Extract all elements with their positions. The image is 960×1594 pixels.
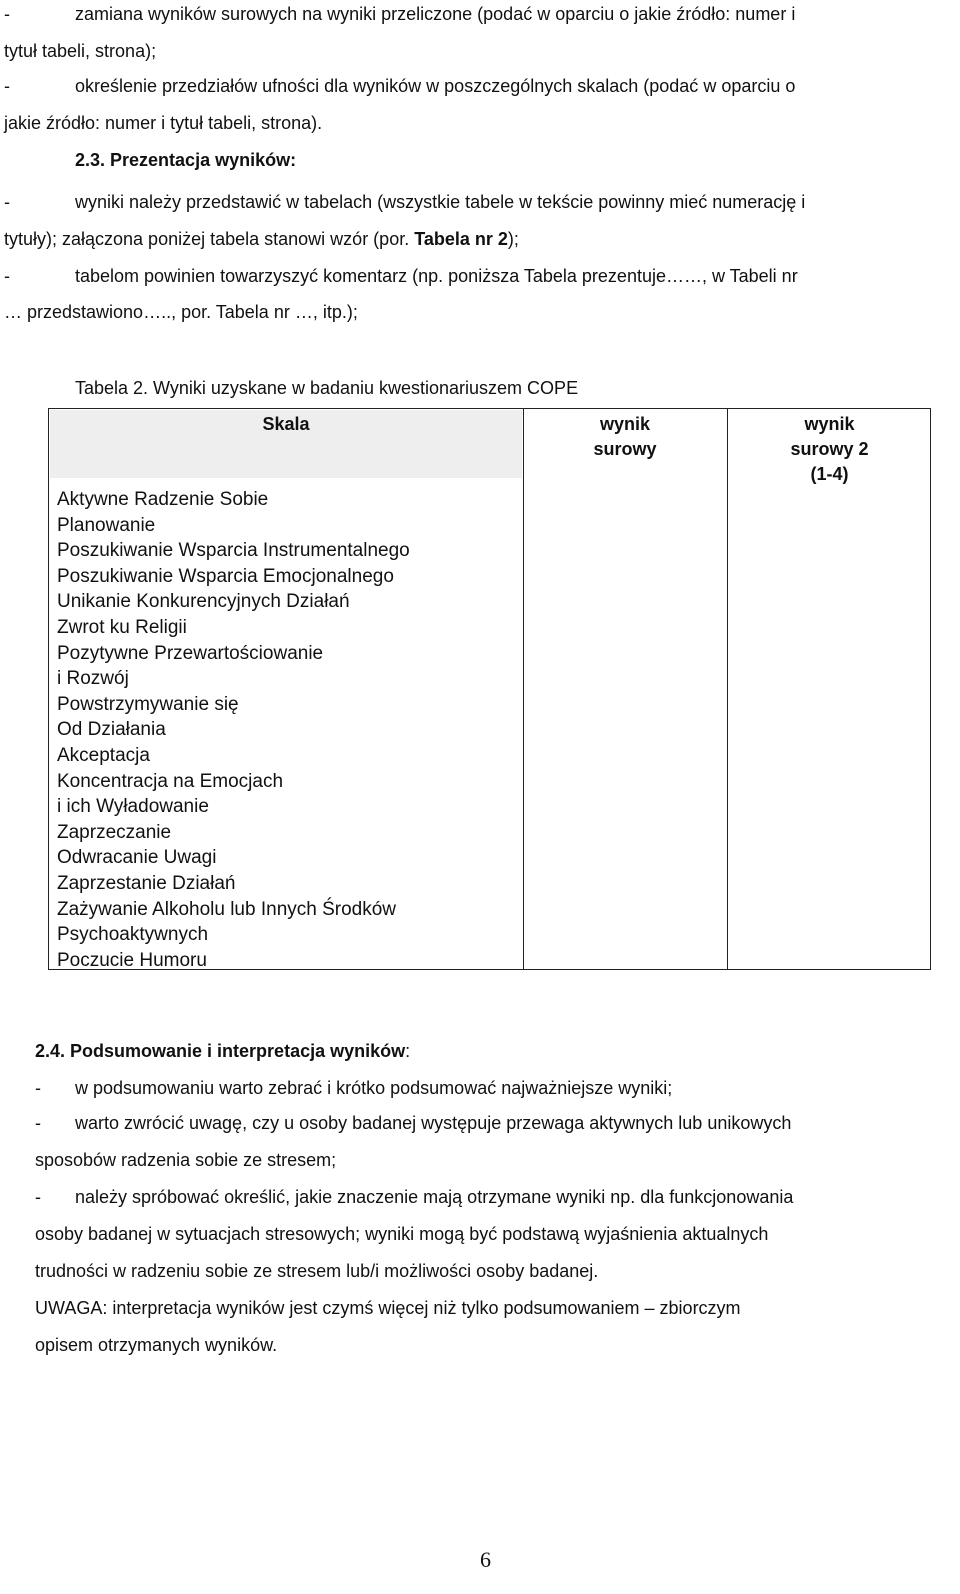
table-row: Zażywanie Alkoholu lub Innych Środków [57, 898, 397, 920]
table-row: i Rozwój [57, 668, 129, 690]
table-row: Poczucie Humoru [57, 949, 207, 971]
table-row: Poszukiwanie Wsparcia Emocjonalnego [57, 565, 394, 587]
paragraph-line: trudności w radzeniu sobie ze stresem lub/i możliwości osoby badanej. [35, 1261, 599, 1281]
header-line: surowy [593, 439, 657, 459]
header-line: wynik [599, 414, 651, 434]
paragraph-line: jakie źródło: numer i tytuł tabeli, strona). [4, 113, 323, 133]
bullet-dash: - [35, 1187, 41, 1207]
table-row: Poszukiwanie Wsparcia Instrumentalnego [57, 540, 410, 562]
bullet-dash: - [4, 266, 10, 286]
table-row: Zaprzestanie Działań [57, 872, 236, 894]
bullet-dash: - [35, 1078, 41, 1098]
header-line: wynik [804, 414, 855, 434]
scale-list [57, 487, 521, 973]
table-row: Koncentracja na Emocjach [57, 770, 284, 792]
table-row: Akceptacja [57, 744, 150, 766]
table-row: Od Działania [57, 719, 166, 741]
section-heading [35, 1041, 410, 1062]
results-table [48, 408, 931, 970]
paragraph-line [4, 229, 519, 250]
table-row: Psychoaktywnych [57, 924, 209, 946]
table-row: Odwracanie Uwagi [57, 847, 217, 869]
paragraph-line: wyniki należy przedstawić w tabelach (wszystkie tabele w tekście powinny mieć numerację i [75, 192, 806, 212]
table-row: Zaprzeczanie [57, 821, 172, 843]
bullet-dash: - [4, 76, 10, 96]
section-heading: 2.3. Prezentacja wyników: [75, 150, 297, 170]
table-row: Planowanie [57, 514, 156, 536]
column-divider [727, 409, 728, 969]
paragraph-line: … przedstawiono….., por. Tabela nr …, itp.); [4, 302, 358, 322]
bullet-dash: - [4, 4, 10, 24]
table-row: Powstrzymywanie się [57, 693, 239, 715]
page-number: 6 [480, 1547, 491, 1572]
table-row: Unikanie Konkurencyjnych Działań [57, 591, 350, 613]
note-line: opisem otrzymanych wyników. [35, 1335, 278, 1355]
header-line: (1-4) [810, 464, 849, 484]
text-run: ); [507, 229, 519, 249]
text-run: : [405, 1041, 411, 1061]
paragraph-line: tytuł tabeli, strona); [4, 41, 157, 61]
paragraph-line: osoby badanej w sytuacjach stresowych; wyniki mogą być podstawą wyjaśnienia aktualnych [35, 1224, 769, 1244]
table-row: i ich Wyładowanie [57, 796, 209, 818]
section-title: Podsumowanie i interpretacja wyników [70, 1041, 406, 1061]
bullet-dash: - [4, 192, 10, 212]
paragraph-line: określenie przedziałów ufności dla wyników w poszczególnych skalach (podać w oparciu o [75, 76, 796, 96]
paragraph-line: tabelom powinien towarzyszyć komentarz (np. poniższa Tabela prezentuje……, w Tabeli nr [75, 266, 798, 286]
table-row: Pozytywne Przewartościowanie [57, 642, 324, 664]
column-header-raw-score [523, 412, 727, 462]
table-reference: Tabela nr 2 [414, 229, 508, 249]
table-row: Aktywne Radzenie Sobie [57, 489, 269, 510]
paragraph-line: w podsumowaniu warto zebrać i krótko podsumować najważniejsze wyniki; [75, 1078, 673, 1098]
note-line: UWAGA: interpretacja wyników jest czymś więcej niż tylko podsumowaniem – zbiorczym [35, 1298, 741, 1318]
paragraph-line: zamiana wyników surowych na wyniki przeliczone (podać w oparciu o jakie źródło: numer i [75, 4, 796, 24]
table-caption: Tabela 2. Wyniki uzyskane w badaniu kwestionariuszem COPE [75, 378, 579, 398]
header-line: surowy 2 [790, 439, 869, 459]
column-header-scale: Skala [262, 414, 310, 434]
paragraph-line: warto zwrócić uwagę, czy u osoby badanej występuje przewaga aktywnych lub unikowych [75, 1113, 792, 1133]
column-header-raw-score-2 [727, 412, 932, 487]
bullet-dash: - [35, 1113, 41, 1133]
text-run: tytuły); załączona poniżej tabela stanowi wzór (por. [4, 229, 415, 249]
column-divider [523, 409, 524, 969]
section-number: 2.4. [35, 1041, 71, 1061]
table-row: Zwrot ku Religii [57, 616, 187, 638]
paragraph-line: sposobów radzenia sobie ze stresem; [35, 1150, 337, 1170]
paragraph-line: należy spróbować określić, jakie znaczenie mają otrzymane wyniki np. dla funkcjonowania [75, 1187, 794, 1207]
